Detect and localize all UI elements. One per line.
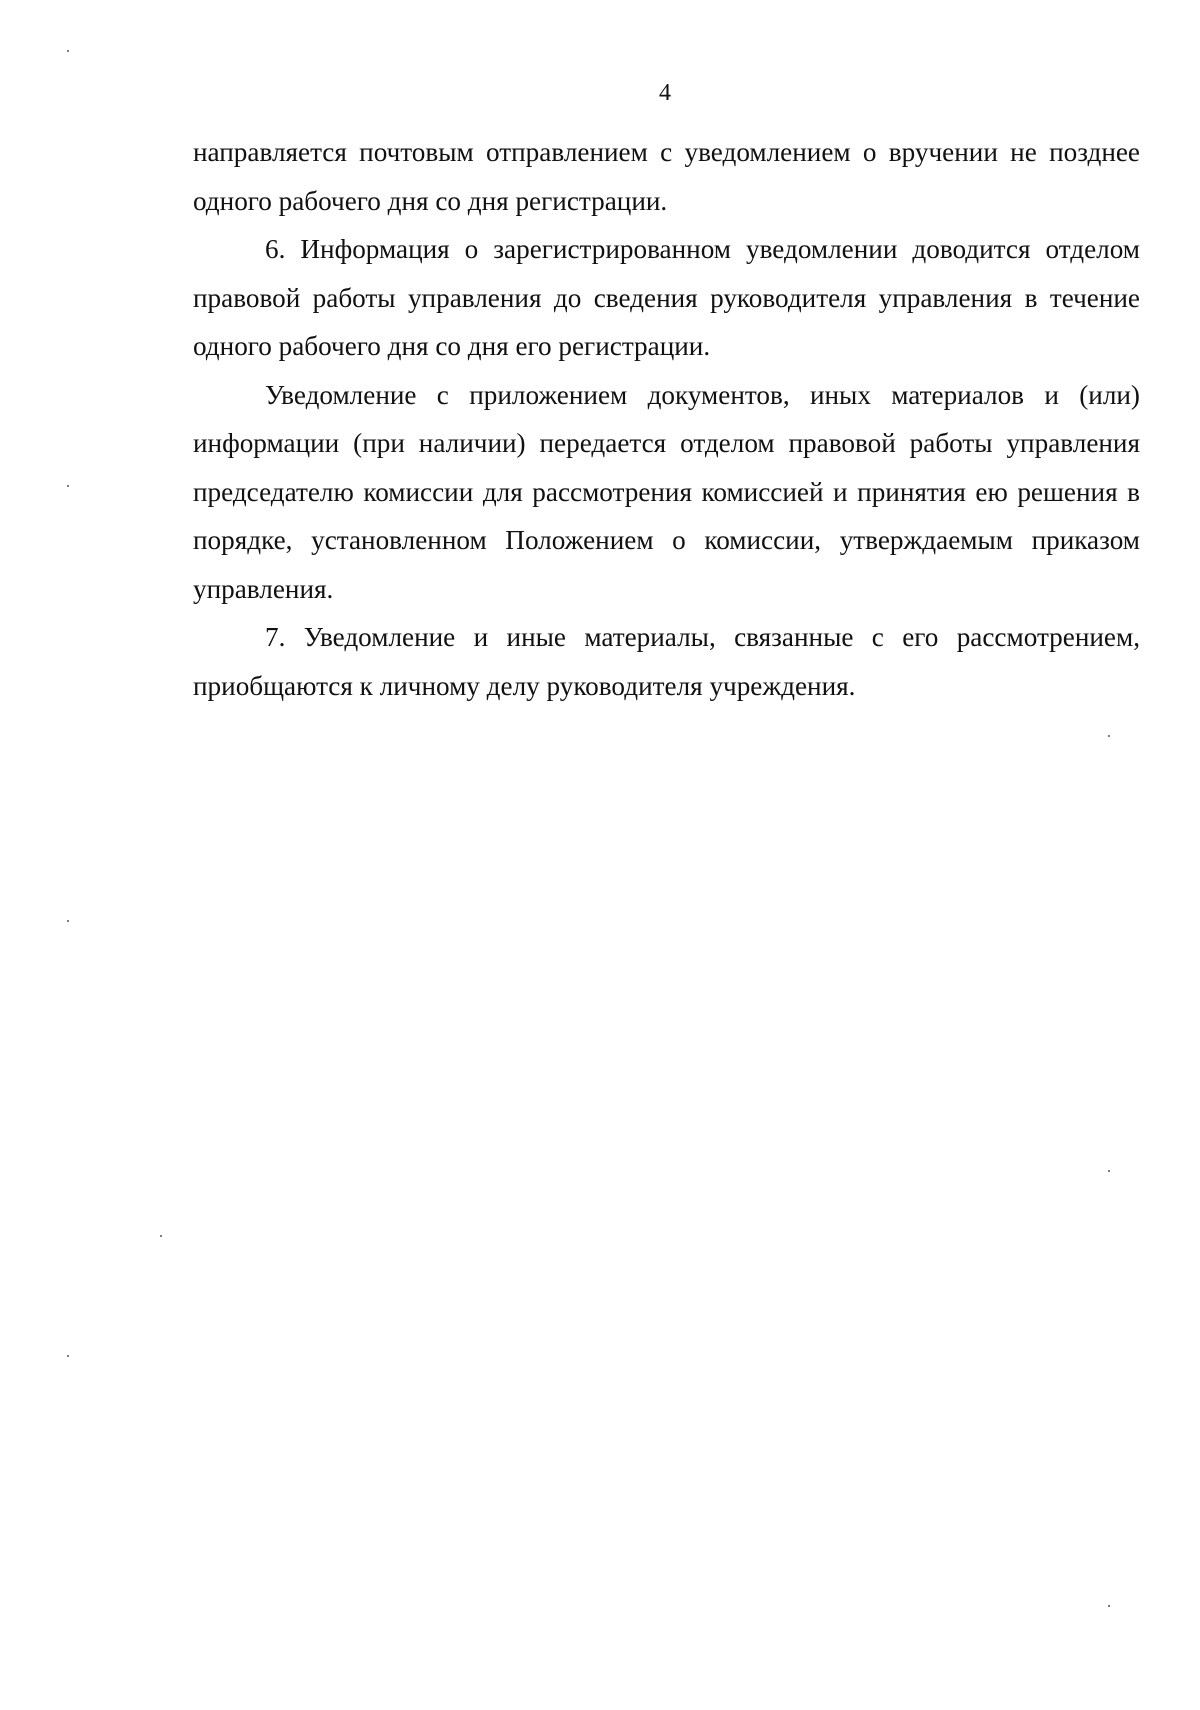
paragraph-notification-transfer: Уведомление с приложением документов, иных материалов и (или) информации (при наличии) передается отделом правовой работы управления председателю комиссии для рассмотрения комиссией и принятия ею решения в порядке, установленном Положением о комиссии, утверждаемым приказом управления. bbox=[193, 379, 1140, 604]
scan-speck bbox=[1108, 735, 1110, 737]
scan-speck bbox=[1108, 1605, 1110, 1607]
scan-speck bbox=[1108, 1170, 1110, 1172]
scan-speck bbox=[67, 1355, 69, 1357]
page-number: 4 bbox=[659, 80, 671, 106]
scan-speck bbox=[67, 920, 69, 922]
scan-speck bbox=[160, 1235, 162, 1237]
paragraph-continuation: направляется почтовым отправлением с уведомлением о вручении не позднее одного рабочего дня со дня регистрации. bbox=[193, 137, 1140, 216]
scan-speck bbox=[67, 50, 69, 52]
paragraph-item-7: 7. Уведомление и иные материалы, связанные с его рассмотрением, приобщаются к личному делу руководителя учреждения. bbox=[193, 622, 1140, 701]
document-body bbox=[193, 128, 1140, 710]
scan-speck bbox=[67, 485, 69, 487]
paragraph-item-6: 6. Информация о зарегистрированном уведомлении доводится отделом правовой работы управления до сведения руководителя управления в течение одного рабочего дня со дня его регистрации. bbox=[193, 234, 1140, 361]
